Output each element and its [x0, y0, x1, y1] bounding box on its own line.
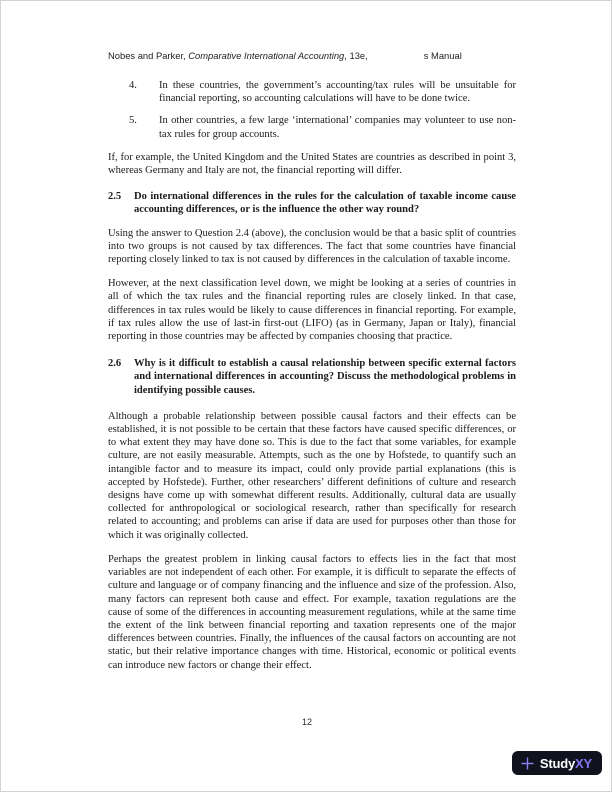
question-number: 2.5	[108, 191, 122, 203]
paragraph-perhaps: Perhaps the greatest problem in linking causal factors to effects lies in the fact that most variables are not independent of each other. For example, it is difficult to separate the effects of culture and language or of company financing and the influence and size of the profession. Also, many factors can represent both cause and effect. For example, taxation regulations are the cause of some of the differences in accounting measurement regulations, while at the same time the extent of the link between financial reporting and taxation represents one of the major differences between countries. Finally, the influences of the causal factors on accounting are not static, but their relative importance changes with time. Historical, economic or political events can introduce new factors or change their effect.	[108, 553, 516, 671]
question-heading-2-5	[108, 190, 516, 216]
logo-xy: XY	[575, 755, 592, 771]
header-edition: , 13e,	[344, 50, 368, 61]
page-number: 12	[301, 717, 312, 727]
header-authors: Nobes and Parker,	[108, 50, 189, 61]
paragraph-using-answer: Using the answer to Question 2.4 (above), the conclusion would be that a basic split of countries into two groups is not caused by tax differences. The fact that some countries have financial reporting closely linked to tax is not caused by differences in the calculation of taxable income.	[108, 227, 516, 266]
question-text: Do international differences in the rules for the calculation of taxable income cause accounting differences, or is the influence the other way round?	[134, 191, 516, 216]
paragraph-however: However, at the next classification level down, we might be looking at a series of countries in all of which the tax rules and the financial reporting rules are closely linked. In that case, differences in tax rules would be likely to cause differences in financial reporting. For example, if tax rules allow the use of last-in first-out (LIFO) (as in Germany, Japan or Italy), financial reporting in those countries may be affected by companies choosing that practice.	[108, 278, 516, 343]
page-body	[108, 79, 516, 683]
list-item-number: 4.	[129, 80, 137, 91]
list-item-text: In these countries, the government’s accounting/tax rules will be unsuitable for financial reporting, so accounting calculations will have to be done twice.	[159, 80, 516, 105]
running-header	[108, 50, 528, 61]
list-item-5	[129, 114, 516, 140]
question-text: Why is it difficult to establish a causal relationship between specific external factors and international differences in accounting? Discuss the methodological problems in identifying possible causes.	[134, 358, 516, 396]
paragraph-although: Although a probable relationship between possible causal factors and their effects can be established, it is not possible to be certain that these factors have caused specific differences, or to what extent they may have done so. This is due to the fact that some variables, for example culture, are not easily measurable. Attempts, such as the one by Hofstede, to quantify such an intangible factor and to measure its impact, could only provide partial explanations (this is accepted by Hofstede). Further, other researchers’ different definitions of culture and research designs have come up with somewhat different results. Additionally, cultural data are usually collected for anthropological or sociological research, rather than specifically for research related to accounting; and problems can arise if data are used for purposes other than those for which it was originally collected.	[108, 410, 516, 541]
logo-text	[540, 756, 592, 771]
header-suffix: s Manual	[423, 50, 462, 61]
list-item-4	[129, 79, 516, 105]
question-heading-2-6	[108, 357, 516, 397]
list-item-number: 5.	[129, 115, 137, 127]
paragraph-uk-us: If, for example, the United Kingdom and the United States are countries as described in point 3, whereas Germany and Italy are not, the financial reporting will differ.	[108, 151, 516, 177]
plus-icon	[521, 757, 534, 770]
logo-study: Study	[539, 755, 576, 771]
list-item-text: In other countries, a few large ‘international’ companies may volunteer to use non-tax rules for group accounts.	[159, 115, 516, 140]
question-number: 2.6	[108, 358, 122, 370]
studyxy-logo	[512, 751, 602, 775]
header-book-title: Comparative International Accounting	[188, 50, 345, 61]
